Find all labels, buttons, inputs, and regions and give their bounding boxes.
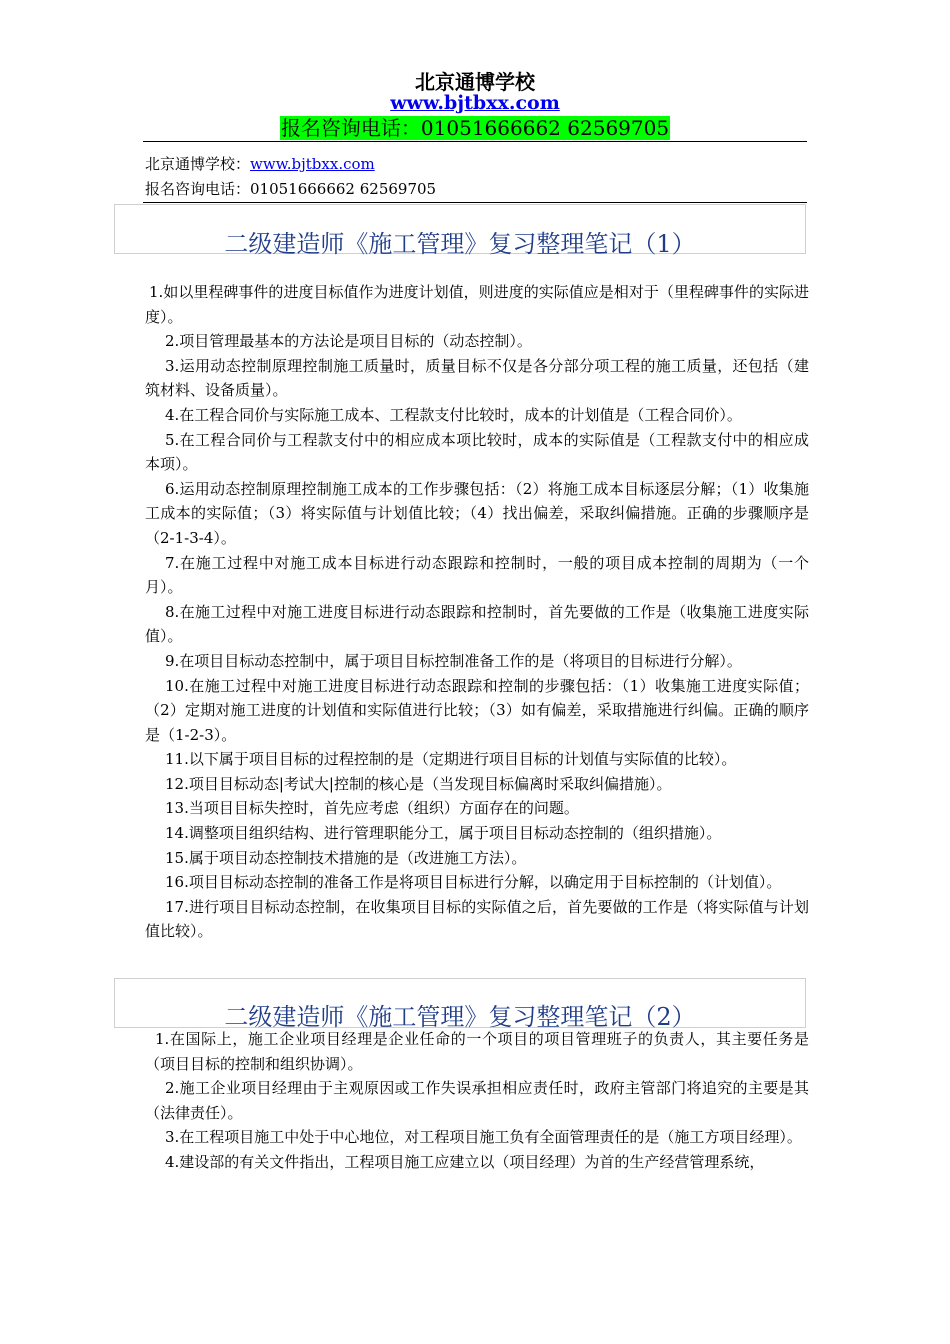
header-phone-highlight: 报名咨询电话：01051666662 62569705 — [280, 116, 670, 140]
info-divider — [143, 202, 807, 203]
list-item: 1.如以里程碑事件的进度目标值作为进度计划值，则进度的实际值应是相对于（里程碑事件的实际进度）。 — [145, 283, 809, 326]
list-item: 16.项目目标动态控制的准备工作是将项目目标进行分解，以确定用于目标控制的（计划值）。 — [165, 873, 782, 892]
list-item: 9.在项目目标动态控制中，属于项目目标控制准备工作的是（将项目的目标进行分解）。 — [165, 651, 742, 670]
section2-body — [145, 1027, 809, 1175]
list-item: 14.调整项目组织结构、进行管理职能分工，属于项目目标动态控制的（组织措施）。 — [165, 824, 722, 843]
list-item: 3.运用动态控制原理控制施工质量时，质量目标不仅是各分部分项工程的施工质量，还包括（建筑材料、设备质量）。 — [145, 356, 809, 400]
info-school-line — [145, 153, 375, 174]
header-phone-line — [0, 116, 950, 140]
section1-title: 二级建造师《施工管理》复习整理笔记（1） — [224, 230, 696, 258]
list-item: 4.建设部的有关文件指出，工程项目施工应建立以（项目经理）为首的生产经营管理系统， — [165, 1152, 765, 1171]
list-item: 2.施工企业项目经理由于主观原因或工作失误承担相应责任时，政府主管部门将追究的主要是其（法律责任）。 — [145, 1079, 809, 1122]
header-website-link[interactable]: www.bjtbxx.com — [390, 92, 560, 114]
list-item: 17.进行项目目标动态控制，在收集项目目标的实际值之后，首先要做的工作是（将实际值与计划值比较）。 — [145, 897, 809, 941]
section2-title: 二级建造师《施工管理》复习整理笔记（2） — [224, 1003, 696, 1031]
list-item: 6.运用动态控制原理控制施工成本的工作步骤包括：（2）将施工成本目标逐层分解；（1）收集施工成本的实际值；（3）将实际值与计划值比较；（4）找出偏差，采取纠偏措施。正确的步骤顺序是（2-1-3-4）。 — [145, 479, 809, 547]
list-item: 10.在施工过程中对施工进度目标进行动态跟踪和控制的步骤包括：（1）收集施工进度实际值；（2）定期对施工进度的计划值和实际值进行比较；（3）如有偏差，采取措施进行纠偏。正确的顺序是（1-2-3）。 — [145, 676, 809, 744]
info-school-label: 北京通博学校： — [145, 155, 251, 173]
info-website-link[interactable]: www.bjtbxx.com — [250, 155, 375, 173]
list-item: 3.在工程项目施工中处于中心地位，对工程项目施工负有全面管理责任的是（施工方项目经理）。 — [165, 1128, 802, 1147]
section1-body — [145, 280, 809, 944]
list-item: 13.当项目目标失控时，首先应考虑（组织）方面存在的问题。 — [165, 799, 579, 818]
list-item: 5.在工程合同价与工程款支付中的相应成本项比较时，成本的实际值是（工程款支付中的相应成本项）。 — [145, 430, 809, 474]
list-item: 2.项目管理最基本的方法论是项目目标的（动态控制）。 — [165, 332, 532, 351]
list-item: 1.在国际上，施工企业项目经理是企业任命的一个项目的项目管理班子的负责人，其主要任务是（项目目标的控制和组织协调）。 — [145, 1030, 809, 1073]
list-item: 4.在工程合同价与实际施工成本、工程款支付比较时，成本的计划值是（工程合同价）。 — [165, 405, 742, 424]
list-item: 7.在施工过程中对施工成本目标进行动态跟踪和控制时，一般的项目成本控制的周期为（一个月）。 — [145, 553, 809, 597]
list-item: 8.在施工过程中对施工进度目标进行动态跟踪和控制时，首先要做的工作是（收集施工进度实际值）。 — [145, 602, 809, 646]
header-school-name: 北京通博学校 — [415, 70, 535, 94]
list-item: 11.以下属于项目目标的过程控制的是（定期进行项目目标的计划值与实际值的比较）。 — [165, 750, 737, 769]
header-divider — [143, 141, 807, 142]
info-phone-line: 报名咨询电话：01051666662 62569705 — [145, 180, 437, 198]
list-item: 12.项目目标动态|考试大|控制的核心是（当发现目标偏离时采取纠偏措施）。 — [165, 774, 672, 793]
list-item: 15.属于项目动态控制技术措施的是（改进施工方法）。 — [165, 848, 527, 867]
